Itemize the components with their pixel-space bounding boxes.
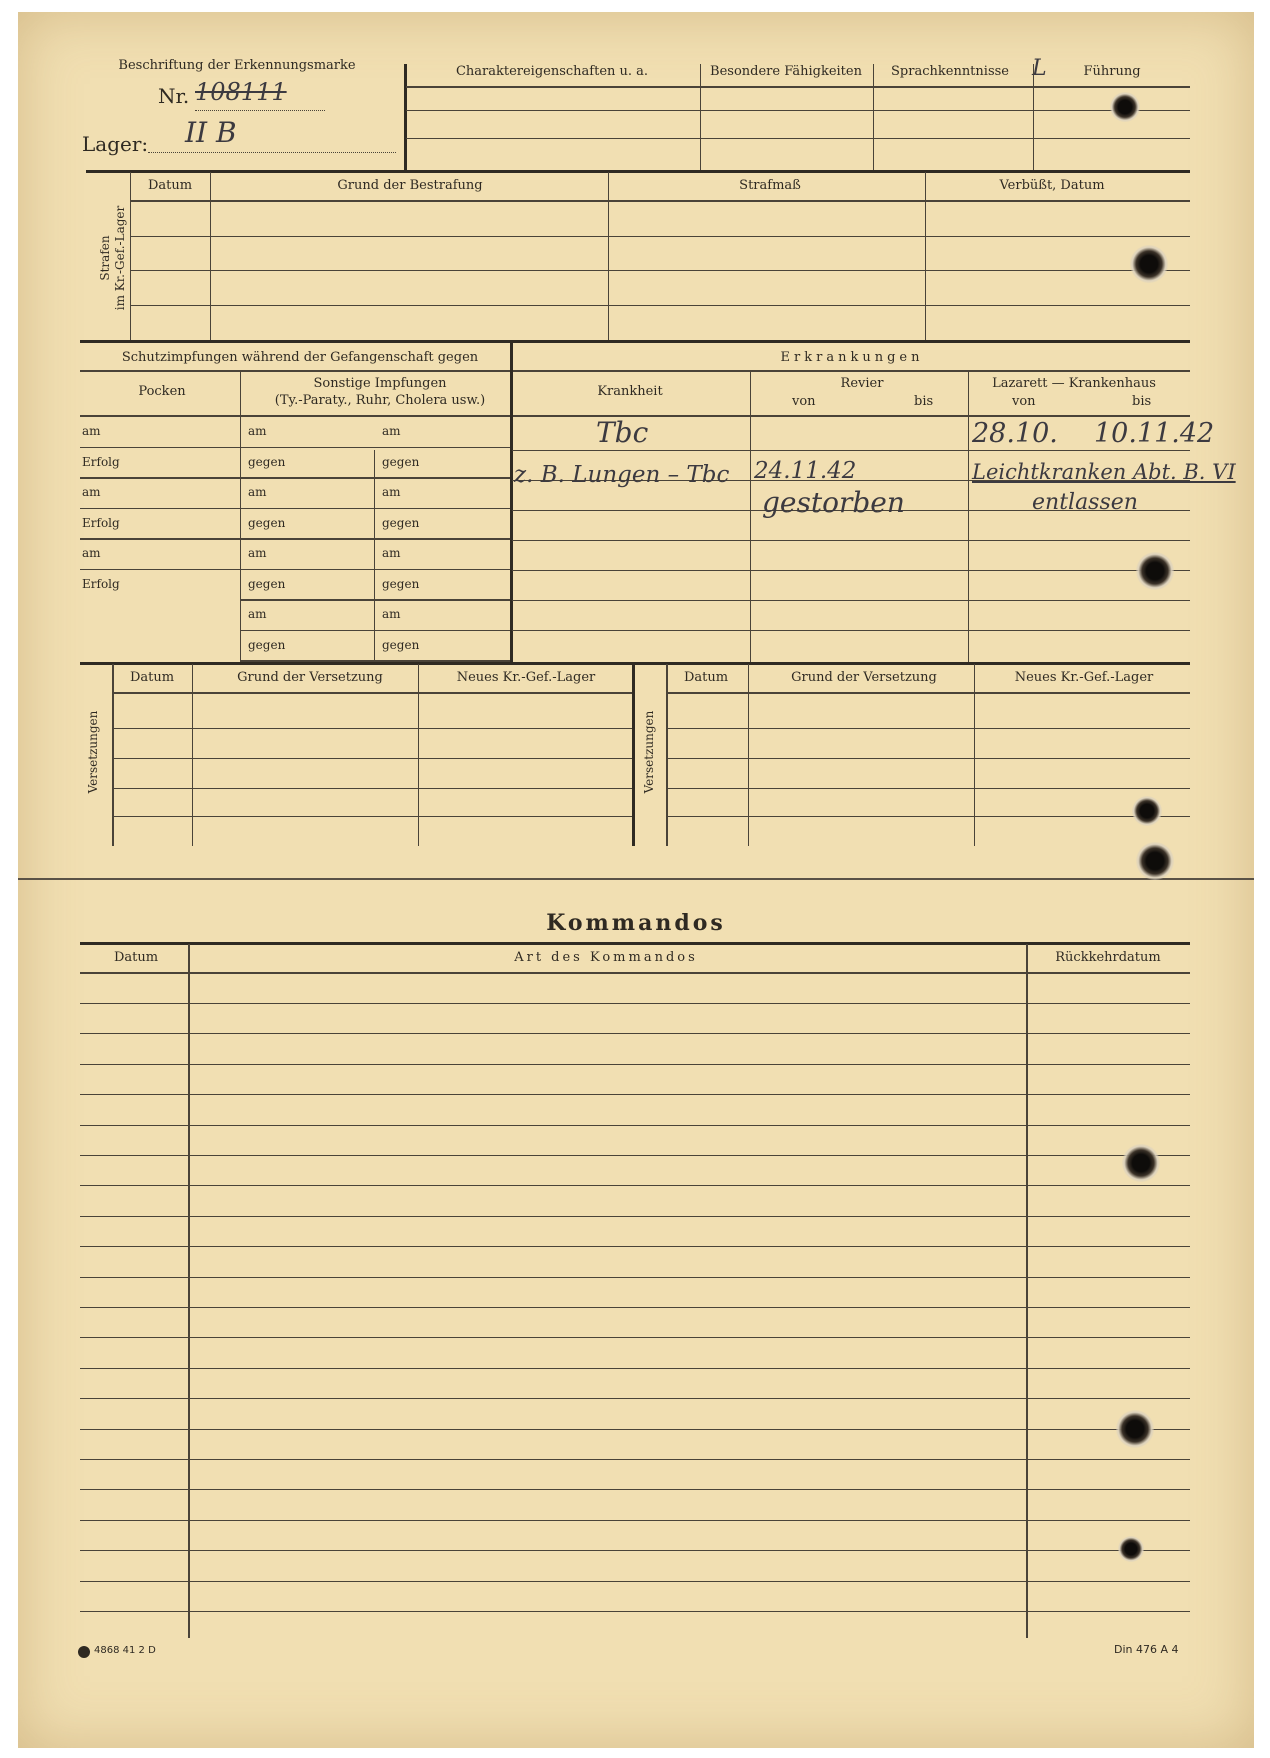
kommandos-col-datum: Datum [113, 950, 159, 965]
vers-left-col-datum: Datum [129, 670, 175, 685]
punch-hole [1130, 245, 1168, 283]
impf-row-line [80, 477, 510, 479]
impfungen-sub-line [80, 370, 1190, 372]
sprach-label: Sprachkenntnisse [891, 64, 1009, 79]
strafen-side-divider [130, 172, 131, 340]
strafen-col-grund: Grund der Bestrafung [337, 178, 483, 193]
erk-row-line [512, 450, 1190, 451]
impf-row-left-label: Erfolg [82, 515, 120, 530]
din-label: Din 476 A 4 [1114, 1643, 1179, 1656]
versetzungen-side-label-left: Versetzungen [86, 710, 100, 794]
kommandos-row-line [80, 1307, 1190, 1308]
impfungen-title: Schutzimpfungen während der Gefangenschaft gegen [121, 350, 479, 365]
hand-krankheit-1: Tbc [596, 416, 649, 449]
kommandos-row-line [80, 1429, 1190, 1430]
kommandos-row-line [80, 1611, 1190, 1612]
impf-row-right-label: gegen [382, 515, 420, 530]
strafen-row-line [130, 270, 1190, 271]
hand-krankheit-2: z. B. Lungen – Tbc [514, 462, 730, 488]
kommandos-row-line [80, 1459, 1190, 1460]
impf-row-right-label: gegen [382, 576, 420, 591]
revier-bis-label: bis [914, 394, 934, 409]
kommandos-header-line [80, 972, 1190, 974]
vers-row-line [112, 816, 632, 817]
vers-row-line [666, 816, 1190, 817]
impf-row-mid-label: am [248, 485, 267, 499]
punch-hole [1118, 1536, 1144, 1562]
lazarett-bis-label: bis [1132, 394, 1152, 409]
impf-row-right-label: am [382, 546, 401, 560]
impf-row-mid-label: gegen [248, 454, 286, 469]
impf-row-line [80, 447, 510, 448]
versetzungen-side-label-right: Versetzungen [642, 710, 656, 794]
erk-col-divider [750, 370, 751, 662]
kommandos-title: Kommandos [546, 910, 726, 936]
strafen-top-rule [86, 170, 1190, 173]
vers-left-col-lager: Neues Kr.-Gef.-Lager [456, 670, 596, 685]
vers-right-col-lager: Neues Kr.-Gef.-Lager [1014, 670, 1154, 685]
vers-header-line [112, 692, 632, 694]
kommandos-col-divider [188, 944, 190, 1638]
kommandos-row-line [80, 1003, 1190, 1004]
impf-row-left-label: am [82, 485, 101, 499]
kommandos-row-line [80, 1520, 1190, 1521]
kommandos-row-line [80, 1337, 1190, 1338]
strafen-row-line [130, 236, 1190, 237]
vers-row-line [112, 728, 632, 729]
impf-row-mid-label: am [248, 607, 267, 621]
impf-row-line [240, 599, 510, 601]
pocken-label: Pocken [138, 384, 186, 399]
impf-row-mid-label: am [248, 546, 267, 560]
strafen-col-datum: Datum [147, 178, 193, 193]
vers-row-line [112, 758, 632, 759]
strafen-row-line [130, 305, 1190, 306]
hand-revier-2: gestorben [762, 486, 905, 519]
nr-dotted-line [195, 110, 325, 111]
hand-revier-1: 24.11.42 [754, 458, 857, 484]
impf-erk-divider [510, 342, 513, 662]
kommandos-row-line [80, 1550, 1190, 1551]
kommandos-col-rueckkehr: Rückkehrdatum [1055, 950, 1161, 965]
sprach-mark: L [1032, 56, 1047, 81]
kommandos-row-line [80, 1581, 1190, 1582]
hand-lazarett-2: Leichtkranken Abt. B. VI [972, 460, 1236, 484]
punch-hole [1136, 552, 1174, 590]
vers-left-col-grund: Grund der Versetzung [237, 670, 383, 685]
header-divider [404, 64, 407, 170]
impf-row-left-label: am [82, 546, 101, 560]
faehigkeiten-label: Besondere Fähigkeiten [710, 64, 862, 79]
print-code: 4868 41 2 D [94, 1645, 156, 1656]
strafen-header-line [130, 200, 1190, 202]
kommandos-top-rule [80, 942, 1190, 945]
vers-right-col-grund: Grund der Versetzung [791, 670, 937, 685]
impf-row-right-label: gegen [382, 637, 420, 652]
erk-row-line [512, 570, 1190, 571]
strafen-col-divider [210, 172, 211, 340]
impf-row-right-label: gegen [382, 454, 420, 469]
punch-hole [1116, 1410, 1154, 1448]
charakter-label: Charaktereigenschaften u. a. [455, 64, 649, 79]
kommandos-row-line [80, 1489, 1190, 1490]
impf-row-line [80, 508, 510, 509]
fuehrung-label: Führung [1083, 64, 1141, 79]
punch-hole [1122, 1144, 1160, 1182]
erk-row-line [512, 600, 1190, 601]
impf-row-right-label: am [382, 424, 401, 438]
erk-col-divider [968, 370, 969, 662]
kommandos-row-line [80, 1277, 1190, 1278]
vers-right-col-datum: Datum [683, 670, 729, 685]
vers-middle-divider [632, 664, 635, 846]
impf-row-left-label: Erfolg [82, 576, 120, 591]
kommandos-row-line [80, 1368, 1190, 1369]
kommandos-row-line [80, 1064, 1190, 1065]
kommandos-row-line [80, 1246, 1190, 1247]
lazarett-von-label: von [1012, 394, 1036, 409]
erkennungsmarke-label: Beschriftung der Erkennungsmarke [118, 58, 356, 73]
sonstige-label-1: Sonstige Impfungen [313, 376, 447, 391]
header-line [406, 86, 1190, 88]
vers-row-line [666, 728, 1190, 729]
erk-row-line [512, 540, 1190, 541]
impf-row-mid-label: am [248, 424, 267, 438]
nr-label: Nr. [158, 84, 190, 108]
vers-row-line [666, 758, 1190, 759]
kommandos-row-line [80, 1033, 1190, 1034]
hand-lazarett-3: entlassen [1032, 490, 1138, 515]
kommandos-row-line [80, 1094, 1190, 1095]
impf-row-left-label: am [82, 424, 101, 438]
punch-hole [1110, 92, 1140, 122]
header-line [406, 110, 1190, 111]
strafen-side-label: Strafen im Kr.-Gef.-Lager [98, 205, 127, 311]
printer-mark-icon [78, 1646, 90, 1658]
hand-lazarett-bis: 10.11.42 [1094, 418, 1215, 449]
impf-row-mid-label: gegen [248, 515, 286, 530]
impf-row-right-label: am [382, 485, 401, 499]
punch-hole [1132, 796, 1162, 826]
kommandos-row-line [80, 1125, 1190, 1126]
nr-value: 108111 [195, 78, 287, 106]
strafen-col-strafmass: Strafmaß [739, 178, 801, 193]
impf-col-divider [240, 370, 241, 662]
vers-header-line [666, 692, 1190, 694]
versetzungen-top-rule [80, 662, 1190, 665]
impf-row-mid-label: gegen [248, 576, 286, 591]
header-col-divider [700, 64, 701, 170]
impf-row-mid-label: gegen [248, 637, 286, 652]
header-col-divider [1033, 64, 1034, 170]
kommandos-row-line [80, 1185, 1190, 1186]
revier-label: Revier [840, 376, 884, 391]
krankheit-label: Krankheit [597, 384, 663, 399]
punch-hole [1136, 842, 1174, 880]
kommandos-row-line [80, 1398, 1190, 1399]
erk-row-line [512, 630, 1190, 631]
kommandos-row-line [80, 1155, 1190, 1156]
header-line [406, 138, 1190, 139]
impf-row-line [80, 538, 510, 540]
erkrankungen-title: Erkrankungen [780, 350, 924, 365]
impf-row-line [240, 630, 510, 631]
strafen-col-divider [608, 172, 609, 340]
impf-row-right-label: am [382, 607, 401, 621]
impf-row-line [80, 569, 510, 570]
impfungen-top-rule [80, 340, 1190, 343]
vers-row-line [112, 788, 632, 789]
lager-dotted-line [148, 152, 396, 153]
kommandos-col-divider [1026, 944, 1028, 1638]
lazarett-label: Lazarett — Krankenhaus [992, 376, 1156, 391]
kommandos-row-line [80, 1216, 1190, 1217]
lager-value: II B [185, 116, 237, 149]
impf-row-left-label: Erfolg [82, 454, 120, 469]
fold-line [18, 878, 1254, 880]
lager-label: Lager: [82, 132, 149, 156]
card-paper [18, 12, 1254, 1748]
kommandos-col-art: Art des Kommandos [514, 950, 698, 965]
sonstige-label-2: (Ty.-Paraty., Ruhr, Cholera usw.) [274, 393, 486, 408]
revier-von-label: von [792, 394, 816, 409]
strafen-col-divider [925, 172, 926, 340]
header-col-divider [873, 64, 874, 170]
vers-row-line [666, 788, 1190, 789]
hand-lazarett-von: 28.10. [972, 418, 1058, 449]
strafen-col-verbuesst: Verbüßt, Datum [999, 178, 1105, 193]
